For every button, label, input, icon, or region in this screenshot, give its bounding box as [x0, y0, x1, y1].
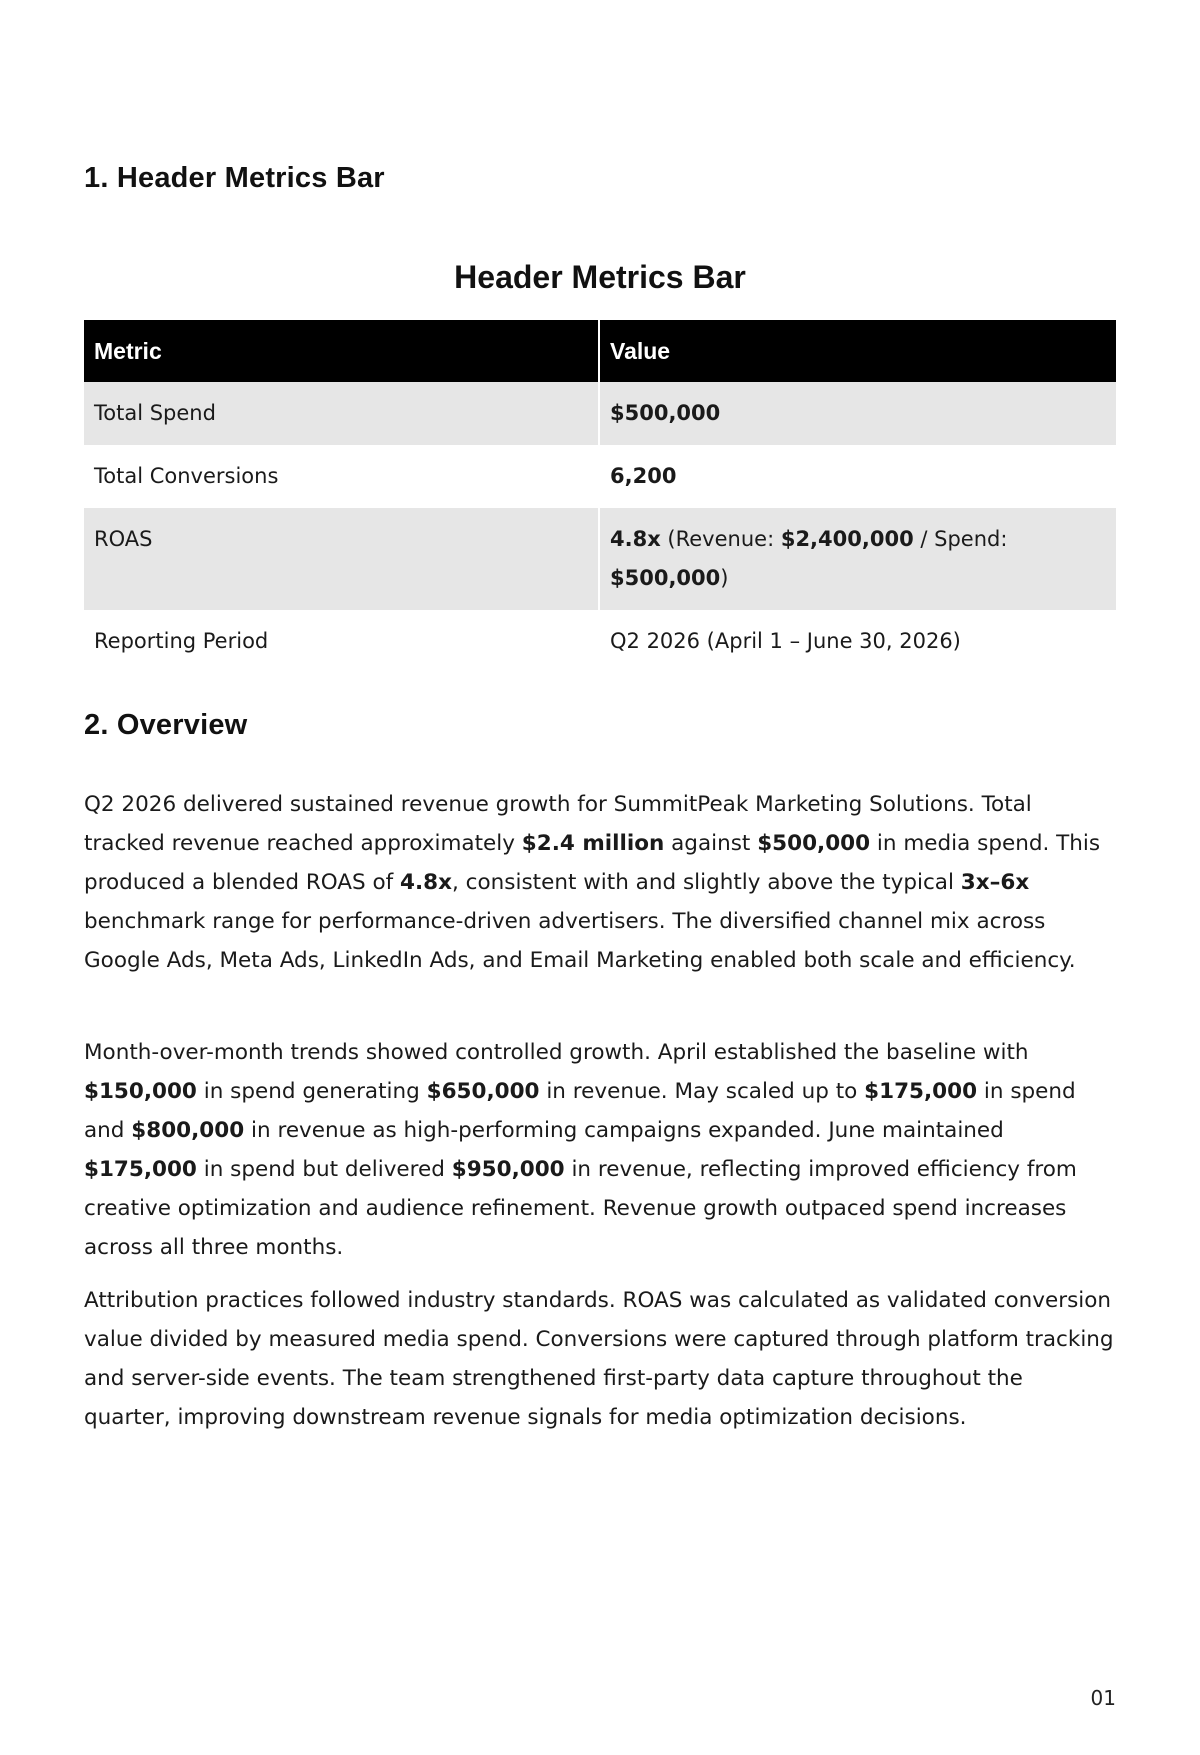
paragraph-text: Month-over-month trends showed controlled growth. April established the baseline with — [84, 1040, 1029, 1065]
page-number: 01 — [1090, 1686, 1116, 1710]
paragraph-text: in spend generating — [196, 1079, 427, 1104]
paragraph-text: benchmark range for performance-driven advertisers. The diversified channel mix across Google Ads, Meta Ads, LinkedIn Ads, and Email Marketing enabled both scale and efficiency. — [84, 909, 1076, 973]
paragraph-text: in revenue as high-performing campaigns expanded. June maintained — [244, 1118, 1004, 1143]
paragraph-bold: 3x–6x — [960, 870, 1030, 895]
paragraph-bold: $500,000 — [757, 831, 871, 856]
paragraph-text: in revenue. May scaled up to — [539, 1079, 865, 1104]
section-heading-header-metrics: 1. Header Metrics Bar — [84, 162, 385, 194]
metric-cell: Total Conversions — [84, 445, 599, 508]
table-row — [84, 382, 1116, 445]
paragraph-bold: $175,000 — [864, 1079, 978, 1104]
value-text: ) — [720, 566, 729, 590]
paragraph-bold: $2.4 million — [521, 831, 665, 856]
column-header-value: Value — [599, 320, 1116, 382]
revenue-value: $2,400,000 — [780, 527, 914, 551]
metric-cell: Reporting Period — [84, 610, 599, 673]
paragraph-bold: $175,000 — [84, 1157, 197, 1182]
metric-cell: Total Spend — [84, 382, 599, 445]
value-cell — [599, 508, 1116, 610]
value-cell: Q2 2026 (April 1 – June 30, 2026) — [599, 610, 1116, 673]
value-text: (Revenue: — [660, 527, 781, 551]
table-row — [84, 445, 1116, 508]
header-metrics-table — [84, 320, 1116, 673]
overview-paragraph: Attribution practices followed industry standards. ROAS was calculated as validated conversion value divided by measured media spend. Conversions were captured through platform tracking and server-side events. The team strengthened first-party data capture throughout the quarter, improving downstream revenue signals for media optimization decisions. — [84, 1288, 1114, 1430]
paragraph-bold: $150,000 — [84, 1079, 197, 1104]
table-row — [84, 610, 1116, 673]
value-cell: $500,000 — [599, 382, 1116, 445]
table-title: Header Metrics Bar — [454, 259, 746, 295]
paragraph-bold: $950,000 — [451, 1157, 565, 1182]
value-cell: 6,200 — [599, 445, 1116, 508]
value-text: / Spend: — [913, 527, 1008, 551]
paragraph-text: in spend and — [84, 1079, 1076, 1143]
roas-value: 4.8x — [610, 527, 661, 551]
overview-paragraph — [84, 785, 1116, 980]
paragraph-bold: $800,000 — [131, 1118, 245, 1143]
column-header-metric: Metric — [84, 320, 599, 382]
table-header-row — [84, 320, 1116, 382]
paragraph-text: , consistent with and slightly above the typical — [452, 870, 961, 895]
paragraph-text: in revenue, reflecting improved efficiency from creative optimization and audience refinement. Revenue growth outpaced spend increases across all three months. — [84, 1157, 1077, 1260]
paragraph-text: Q2 2026 delivered sustained revenue growth for SummitPeak Marketing Solutions. Total tracked revenue reached approximately — [84, 792, 1032, 856]
paragraph-bold: 4.8x — [400, 870, 453, 895]
table-row — [84, 508, 1116, 610]
paragraph-bold: $650,000 — [426, 1079, 540, 1104]
paragraph-text: against — [664, 831, 758, 856]
section-heading-overview: 2. Overview — [84, 709, 248, 741]
paragraph-text: in media spend. This produced a blended ROAS of — [84, 831, 1101, 895]
metric-cell: ROAS — [84, 508, 599, 610]
overview-paragraph — [84, 1033, 1116, 1267]
paragraph-text: in spend but delivered — [196, 1157, 452, 1182]
spend-value: $500,000 — [610, 566, 721, 590]
